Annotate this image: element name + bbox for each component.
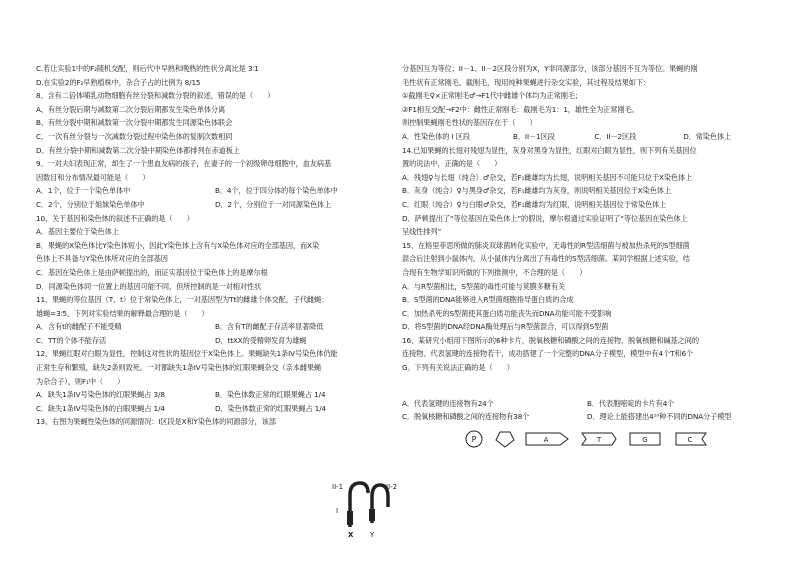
text-line: 置的说法中，正确的是（ ） [402,159,502,169]
text-line: C.若让实验1中的F₂随机交配，则后代中早熟和晚熟的性状分离比是 3∶1 [36,64,259,73]
option-line: C．基因在染色体上是由萨顿提出的，而证实基因位于染色体上的是摩尔根 [36,267,268,277]
left-column [36,62,394,429]
deoxyribose-pentagon-icon [496,432,514,447]
option: B．染色体数正常的红眼果蝇占 1/4 [215,390,326,400]
text-line: 为杂合子），则F₁中（ ） [36,376,125,386]
sex-chromosome-figure [328,477,408,539]
text-line: 合现有生物学知识所做的下列推测中，不合理的是（ ） [402,267,587,277]
question-10: 10、关于基因和染色体的叙述不正确的是（ ） [36,213,194,223]
label-i: I [336,507,339,515]
option-line: D．将S型菌的DNA经DNA酶处理后与R型菌混合，可以得到S型菌 [402,322,609,332]
option-line: D．萨顿提出了“等位基因在染色体上”的假说，摩尔根通过实验证明了“等位基因在染色体上 [402,213,688,223]
option-line: A．基因主要位于染色体上 [36,227,119,237]
x-chromosome-band [347,511,353,525]
question-15: 15、在格里菲思所做的肺炎双球菌转化实验中，无毒性的R型活细菌与被加热杀死的S型细菌 [402,240,690,250]
label-ii-1: II-1 [332,483,344,491]
option: A．缺失1条IV号染色体的红眼果蝇占 3/8 [36,390,165,400]
option: B．含有T的雌配子存活率显著降低 [215,322,324,332]
option: A．代表氢键的连接物有24个 [402,398,494,408]
option-line: A．残翅♀与长翅（纯合）♂杂交，若F₁雌雄均为长翅，说明相关基因不可能只位于X染色体上 [402,172,693,182]
option: B．II－1区段 [513,131,555,141]
option-line: A、有丝分裂后期与减数第二次分裂后期都发生染色单体分离 [36,104,226,114]
text-line: 混合后注射到小鼠体内，从小鼠体内分离出了有毒性的S型活细菌。某同学根据上述实验，结 [402,254,690,264]
text-line: ①截刚毛♀×正常刚毛♂→F1代中雌雄个体均为正常刚毛； [402,91,582,101]
text-line: 因数目和分布情况最可能是（ ） [36,172,150,182]
label-y: Y [370,531,375,539]
option-row [36,184,394,198]
option: C．脱氧核糖和磷酸之间的连接物有38个 [402,412,530,422]
text-line: G。下列有关说法正确的是（ ） [402,363,514,373]
text-line: 连接物、代表氢键的连接物若干，成功搭建了一个完整的DNA分子模型，模型中有4个T和6个 [402,349,694,359]
label-x: X [348,531,354,539]
option-line: B．果蝇的X染色体比Y染色体短小，因此Y染色体上含有与X染色体对应的全部基因，而X染 [36,240,320,250]
option-row [36,198,394,212]
option: D．理论上能搭建出4¹⁰种不同的DNA分子模型 [587,412,732,422]
option: C．TT的个体不能存活 [36,335,107,345]
option-line: B．S型菌的DNA能够进入R型菌细胞指导蛋白质的合成 [402,295,574,305]
card-label-t: T [596,436,602,444]
card-label-c: C [687,436,693,444]
question-8: 8、含有二倍体哺乳动物细胞有丝分裂和减数分裂的叙述，错误的是（ ） [36,91,275,101]
text-line: ②F1相互交配→F2中：雌性正常刚毛：截刚毛为1：1，雄性全为正常刚毛。 [402,104,639,114]
figure-spacer [402,375,772,397]
option: A．性染色体的 I 区段 [402,131,470,141]
option-row [402,130,772,144]
card-label-a: A [543,436,549,444]
option: D．常染色体上 [683,131,732,141]
option: C．2个，分别位于姐妹染色单体中 [36,199,145,209]
option: D．染色体数正常的红眼果蝇占 1/4 [215,403,327,413]
option-line: B、有丝分裂中期和减数第一次分裂中期都发生同源染色体联会 [36,118,233,128]
text-line: 色体上不具备与Y染色体所对应的全部基因 [36,254,168,264]
question-13: 13、右图为果蝇性染色体的同源情况：I区段是X和Y染色体的同源部分，该部 [36,417,276,427]
option-line: D．同源染色体同一位置上的基因可能不同，但所控制的是一对相对性状 [36,281,262,291]
option-line: C．加热杀死的S型菌使其蛋白质功能丧失而DNA功能可能不受影响 [402,308,612,318]
option-row [36,334,394,348]
question-12: 12、果蝇红眼对白眼为显性，控制这对性状的基因位于X染色体上。果蝇缺失1条IV号染色体仍能 [36,349,338,359]
option: D．2个，分别位于一对同源染色体上 [215,199,332,209]
text-line: 呈线性排列” [402,227,442,237]
option-line: C．红眼（纯合）♀与白眼♂杂交，若F₁雌雄均为红眼，说明相关基因位于常染色体上 [402,199,667,209]
text-line: 分基因互为等位；II－1、II－2区段分别为X，Y非同源部分，该部分基因不互为等位。果蝇的刚 [402,64,698,73]
dna-cards-figure [460,428,760,450]
text-line: 雄蝇=3∶5。下列对实验结果的解释最合理的是（ ） [36,308,209,318]
card-label-g: G [642,436,648,444]
base-card-g [630,433,660,445]
option-row [402,410,772,424]
option-row [36,320,394,334]
option: B．4个，位于四分体的每个染色单体中 [215,186,338,196]
text-line: 毛性状有正常刚毛、截刚毛，现用纯种果蝇进行杂交实验，其过程及结果如下： [402,77,651,87]
text-line: 则控制果蝇刚毛性状的基因存在于（ ） [402,118,537,128]
base-card-c [676,433,706,445]
option-line: D、有丝分裂中期和减数第二次分裂中期染色体都排列在赤道板上 [36,145,240,155]
option-line: B．灰身（纯合）♀与黑身♂杂交，若F₁雌雄均为灰身，则说明相关基因位于X染色体上 [402,186,671,196]
base-card-t [582,433,616,445]
right-column [402,62,772,424]
option: C．II－2区段 [594,131,637,141]
option: A．含有t的雌配子不能受精 [36,322,122,332]
label-ii-2: II-2 [386,483,398,491]
option-row [402,397,772,411]
y-chromosome-band [369,509,375,521]
question-9: 9、一对夫妇表现正常，却生了一个患血友病的孩子，在妻子的一个初级卵母细胞中，血友病基 [36,159,332,169]
option: B．代表胞嘧啶的卡片有4个 [587,398,675,408]
question-16: 16、某研究小组用下图所示的6种卡片，脱氧核糖和磷酸之间的连接物、脱氧核糖和碱基之间的 [402,335,699,345]
question-11: 11、果蝇的等位基因（T、t）位于常染色体上，一对基因型为Tt的雌雄个体交配，子代雌蝇： [36,295,329,305]
option: C．缺失1条IV号染色体的白眼果蝇占 1/4 [36,403,165,413]
phosphate-card [466,431,482,447]
base-card-a [526,433,568,445]
option-row [36,402,394,416]
option-row [36,388,394,402]
text-line: 正常生存和繁殖，缺失2条则致死。一对都缺失1条IV号染色体的红眼果蝇杂交（亲本雌果蝇 [36,363,322,373]
option-line: A．与R型菌相比，S型菌的毒性可能与荚膜多糖有关 [402,281,566,291]
option: D．ttXX的受精卵发育为雄蝇 [215,335,307,345]
text-line: D.在实验2的F₂早熟植株中，杂合子占的比例为 8/15 [36,77,201,87]
option: A．1个，位于一个染色单体中 [36,186,131,196]
card-label-p: P [471,435,477,444]
option-line: C、一次有丝分裂与一次减数分裂过程中染色体的复制次数相同 [36,131,233,141]
question-14: 14.已知果蝇的长翅对残翅为显性，灰身对黑身为显性，红眼对白眼为显性，则下列有关基因位 [402,145,697,155]
